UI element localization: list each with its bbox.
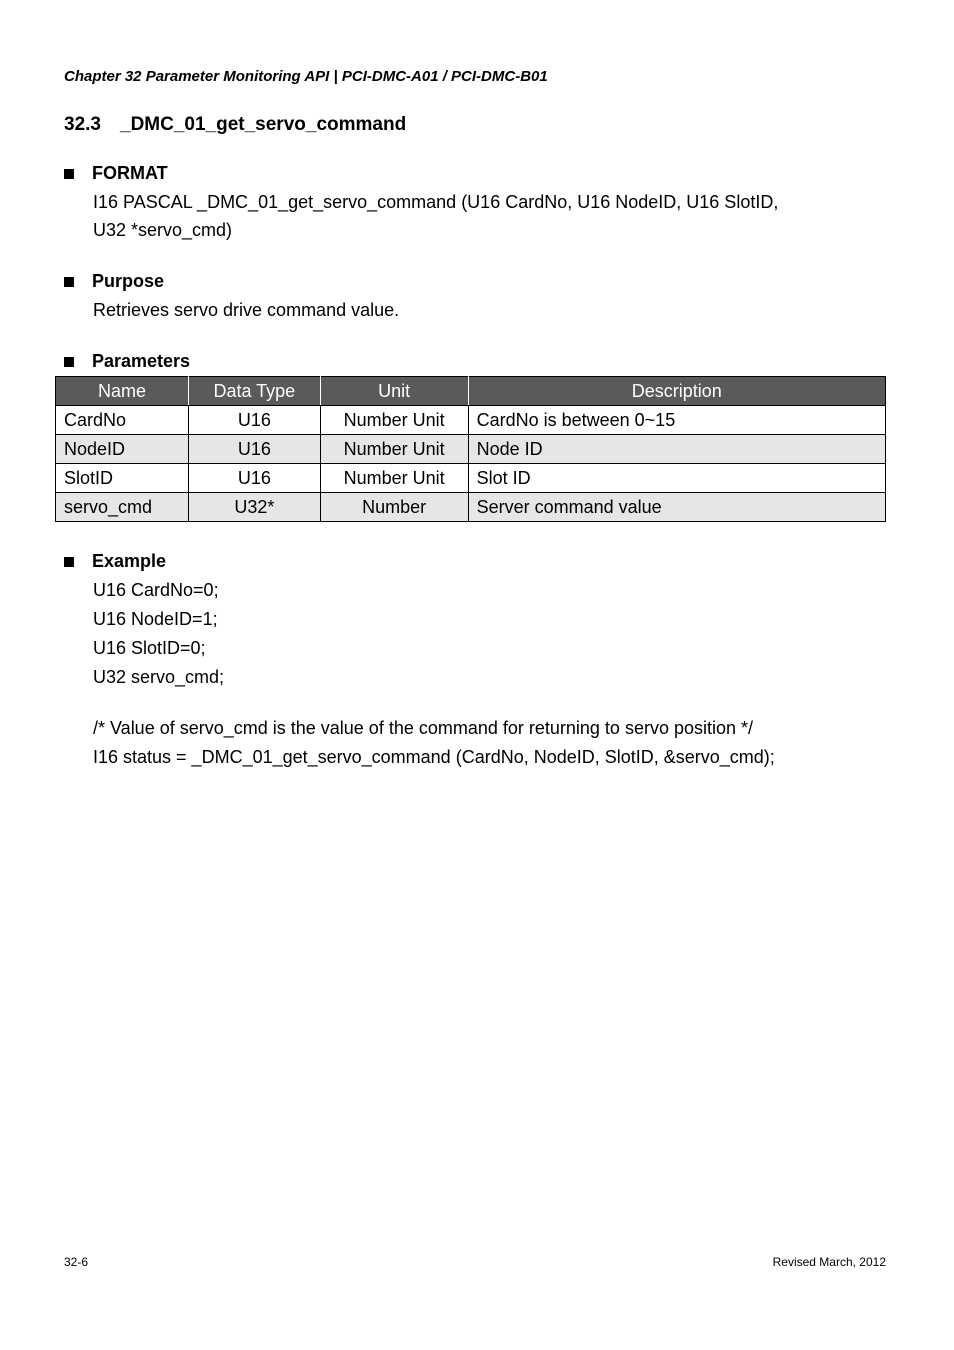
- param-name: NodeID: [56, 435, 189, 464]
- param-data-type: U16: [188, 406, 320, 435]
- column-header-description: Description: [468, 377, 885, 406]
- column-header-unit: Unit: [320, 377, 468, 406]
- param-unit: Number: [320, 493, 468, 522]
- parameters-table: [55, 376, 886, 522]
- format-heading: [64, 163, 168, 184]
- purpose-text: Retrieves servo drive command value.: [93, 300, 400, 320]
- column-header-data-type: Data Type: [188, 377, 320, 406]
- purpose-heading-label: Purpose: [92, 271, 165, 291]
- table-row: [56, 435, 886, 464]
- example-heading-label: Example: [92, 551, 167, 571]
- square-bullet-icon: [64, 357, 74, 367]
- example-heading: [64, 551, 166, 572]
- table-header-row: [56, 377, 886, 406]
- square-bullet-icon: [64, 169, 74, 179]
- parameters-heading-label: Parameters: [92, 351, 191, 371]
- param-unit: Number Unit: [320, 435, 468, 464]
- table-row: [56, 493, 886, 522]
- format-heading-label: FORMAT: [92, 163, 168, 183]
- param-description: CardNo is between 0~15: [468, 406, 885, 435]
- format-line-1: I16 PASCAL _DMC_01_get_servo_command (U16 CardNo, U16 NodeID, U16 SlotID,: [93, 192, 779, 212]
- param-name: servo_cmd: [56, 493, 189, 522]
- example-comment: /* Value of servo_cmd is the value of the command for returning to servo position */: [93, 718, 754, 738]
- parameters-heading: [64, 351, 190, 372]
- format-line-2: U32 *servo_cmd): [93, 220, 233, 240]
- param-data-type: U32*: [188, 493, 320, 522]
- column-header-name: Name: [56, 377, 189, 406]
- example-line-3: U16 SlotID=0;: [93, 638, 206, 658]
- square-bullet-icon: [64, 277, 74, 287]
- param-name: CardNo: [56, 406, 189, 435]
- section-function-name: _DMC_01_get_servo_command: [120, 114, 407, 135]
- example-line-4: U32 servo_cmd;: [93, 667, 225, 687]
- section-title: [64, 114, 406, 136]
- param-description: Node ID: [468, 435, 885, 464]
- square-bullet-icon: [64, 557, 74, 567]
- page-number: 32-6: [64, 1255, 89, 1269]
- table-row: [56, 464, 886, 493]
- param-description: Slot ID: [468, 464, 885, 493]
- param-description: Server command value: [468, 493, 885, 522]
- purpose-heading: [64, 271, 164, 292]
- table-row: [56, 406, 886, 435]
- param-data-type: U16: [188, 435, 320, 464]
- chapter-header: Chapter 32 Parameter Monitoring API | PCI-DMC-A01 / PCI-DMC-B01: [64, 68, 548, 85]
- example-call: I16 status = _DMC_01_get_servo_command (CardNo, NodeID, SlotID, &servo_cmd);: [93, 747, 775, 767]
- revision-date: Revised March, 2012: [772, 1255, 886, 1269]
- example-line-1: U16 CardNo=0;: [93, 580, 219, 600]
- section-number: 32.3: [64, 114, 101, 135]
- param-data-type: U16: [188, 464, 320, 493]
- example-line-2: U16 NodeID=1;: [93, 609, 218, 629]
- param-unit: Number Unit: [320, 406, 468, 435]
- param-unit: Number Unit: [320, 464, 468, 493]
- param-name: SlotID: [56, 464, 189, 493]
